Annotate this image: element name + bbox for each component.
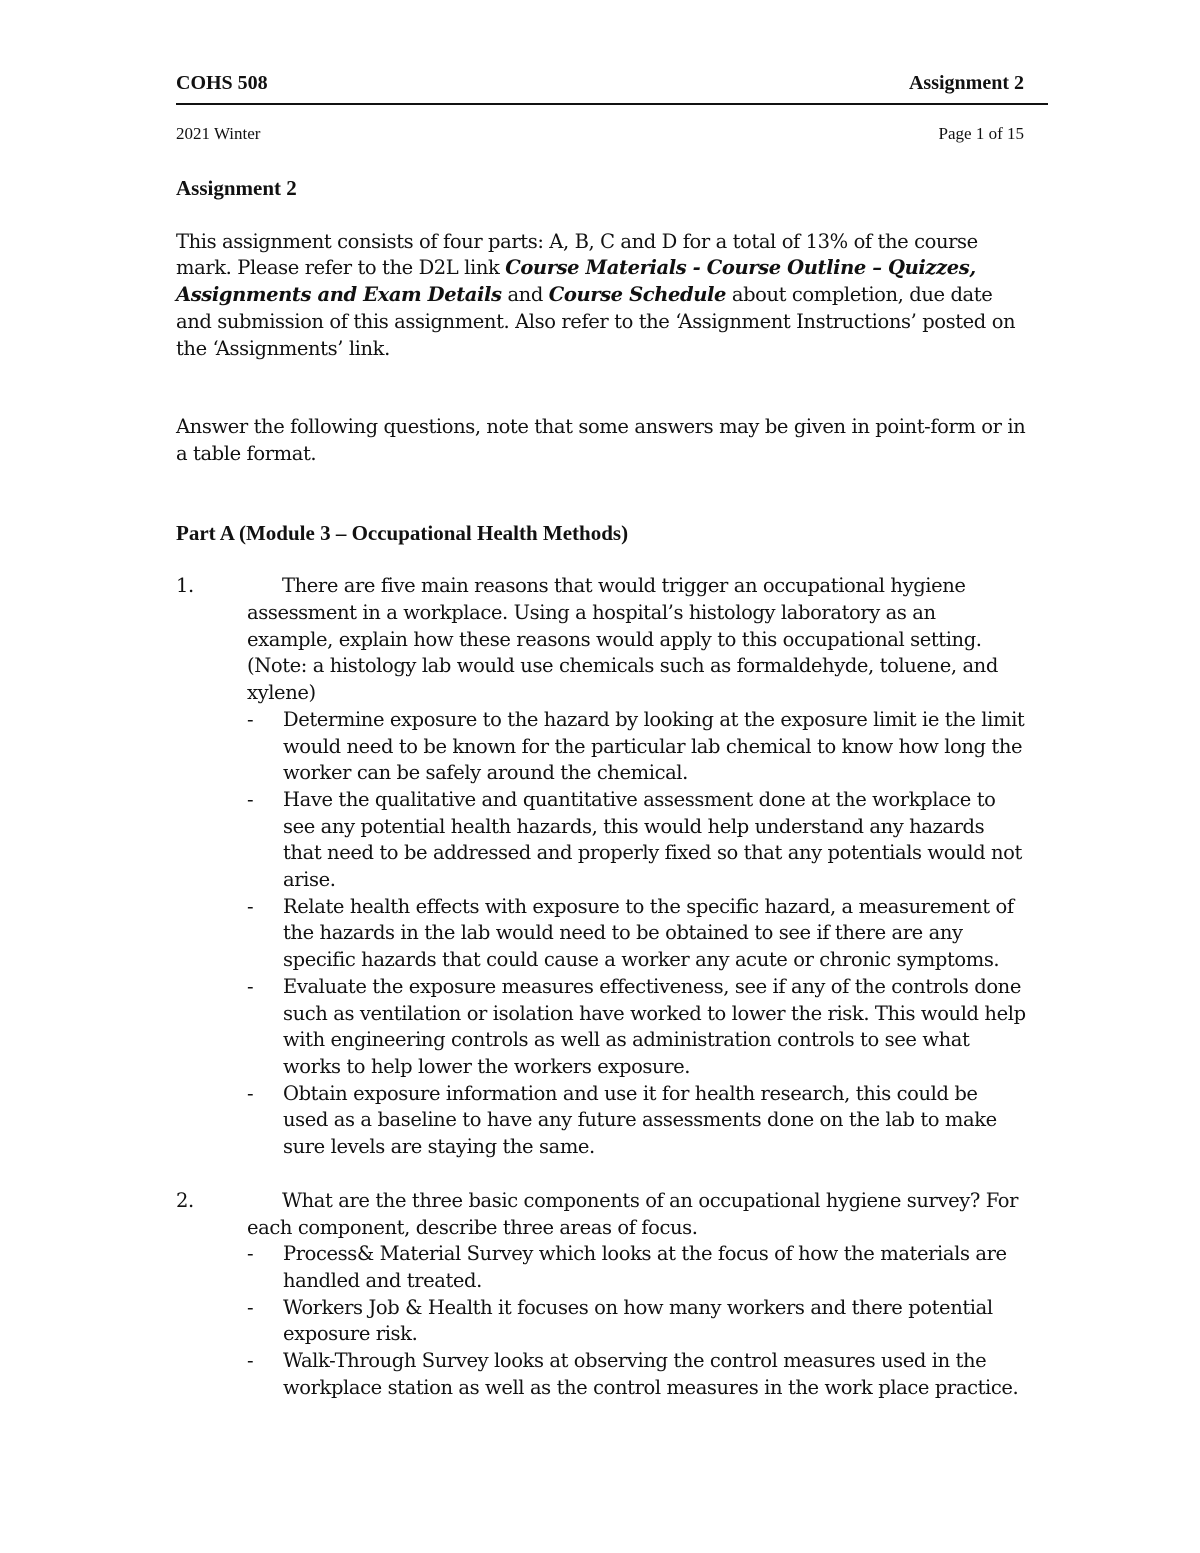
answer-text: Workers Job & Health it focuses on how many workers and there potential exposure risk.: [283, 1295, 993, 1346]
dash-bullet: -: [247, 787, 254, 811]
instruction-paragraph: Answer the following questions, note that some answers may be given in point-form or in a table format.: [176, 415, 1026, 465]
part-a-heading: Part A (Module 3 – Occupational Health Methods): [176, 520, 629, 545]
term: 2021 Winter: [176, 124, 261, 143]
list-item: [247, 974, 1026, 1081]
question-number: 2.: [176, 1188, 194, 1212]
header-rule: [176, 103, 1048, 105]
dash-bullet: -: [247, 707, 254, 731]
answer-text: Walk-Through Survey looks at observing the control measures used in the workplace station as well as the control measures in the work place practice.: [283, 1349, 1019, 1399]
dash-bullet: -: [247, 974, 254, 998]
list-item: [247, 1295, 1026, 1348]
answer-text: Relate health effects with exposure to the specific hazard, a measurement of the hazards in the lab would need to be obtained to see if there are any specific hazards that could cause a worker any acute or chronic symptoms.: [283, 894, 1014, 972]
question-1-answers: [176, 707, 1026, 1161]
dash-bullet: -: [247, 894, 254, 918]
question-1: [176, 573, 1026, 707]
intro-text-1: This assignment consists of four parts: A, B, C and D for a total of 13% of the course mark. Please refer to the D2L link: [176, 229, 978, 280]
header-assignment: Assignment 2: [908, 72, 1024, 94]
question-text: What are the three basic components of an occupational hygiene survey? For each component, describe three areas of focus.: [247, 1188, 1019, 1239]
list-item: [247, 894, 1026, 974]
list-item: [247, 707, 1026, 787]
question-2: [176, 1188, 1026, 1241]
intro-text-2: and: [501, 283, 549, 307]
intro-paragraph: [176, 229, 1026, 363]
course-materials-link-text: Course Materials - Course Outline – Quizzes, Assignments and Exam Details: [176, 256, 976, 307]
question-2-answers: [176, 1241, 1026, 1401]
list-item: [247, 1081, 1026, 1161]
dash-bullet: -: [247, 1242, 254, 1266]
intro-text-3: about completion, due date and submission of this assignment. Also refer to the ‘Assignment Instructions’ posted on the ‘Assignments’ link.: [176, 283, 1016, 360]
question-text: There are five main reasons that would trigger an occupational hygiene assessment in a workplace. Using a hospital’s histology laboratory as an example, explain how these reasons would apply to this occupational setting. (Note: a histology lab would use chemicals such as formaldehyde, toluene, and xylene): [247, 574, 998, 705]
list-item: [247, 1241, 1026, 1294]
dash-bullet: -: [247, 1081, 254, 1105]
course-code: COHS 508: [176, 72, 268, 94]
dash-bullet: -: [247, 1295, 254, 1319]
course-schedule-link-text: Course Schedule: [548, 283, 727, 307]
answer-text: Have the qualitative and quantitative assessment done at the workplace to see any potential health hazards, this would help understand any hazards that need to be addressed and properly fixed so that any potentials would not arise.: [283, 787, 1022, 892]
answer-text: Determine exposure to the hazard by looking at the exposure limit ie the limit would need to be known for the particular lab chemical to know how long the worker can be safely around the chemical.: [283, 707, 1025, 785]
page-header: [176, 72, 1024, 95]
document-body: [176, 175, 1026, 1401]
answer-text: Obtain exposure information and use it for health research, this could be used as a baseline to have any future assessments done on the lab to make sure levels are staying the same.: [283, 1081, 997, 1159]
question-number: 1.: [176, 574, 194, 598]
page-subheader: [176, 124, 1024, 144]
list-item: [247, 787, 1026, 894]
answer-text: Process& Material Survey which looks at the focus of how the materials are handled and treated.: [283, 1242, 1007, 1292]
list-item: [247, 1348, 1026, 1401]
dash-bullet: -: [247, 1349, 254, 1373]
page-number: Page 1 of 15: [938, 124, 1024, 143]
document-title: Assignment 2: [176, 176, 297, 200]
answer-text: Evaluate the exposure measures effectiveness, see if any of the controls done such as ventilation or isolation have worked to lower the risk. This would help with engineering controls as well as administration controls to see what works to help lower the workers exposure.: [283, 974, 1026, 1078]
